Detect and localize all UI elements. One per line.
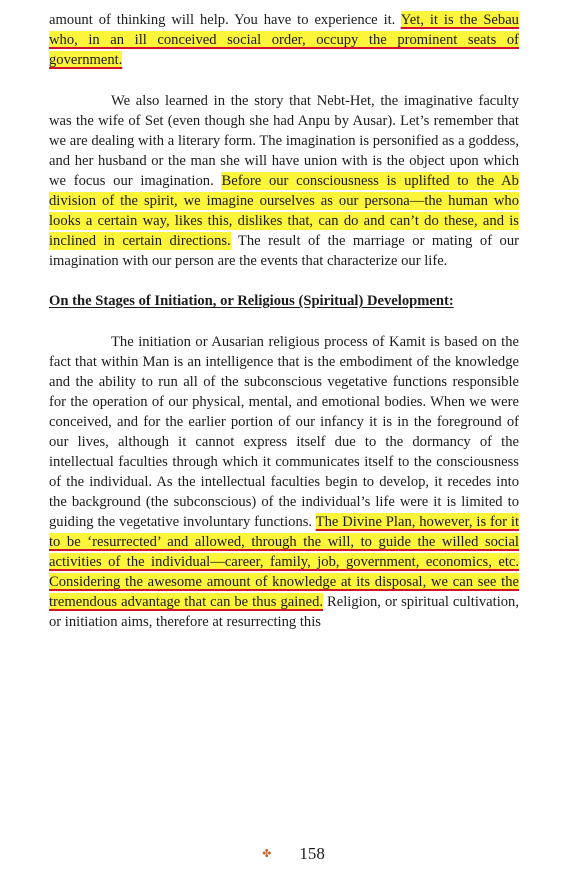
paragraph-initiation	[49, 332, 519, 632]
highlighted-passage: The Divine Plan, however, is for it to be ‘resurrected’ and allowed, through the will, to guide the willed social activities of the individual—career, family, job, government, economics, etc. Considering the awesome amount of knowledge at its disposal, we can see the tremendous advantage that can be thus gained.	[49, 514, 520, 610]
page-number: 158	[299, 844, 325, 863]
paragraph-text: The result of the marriage or mating of our imagination with our person are the events that characterize our life.	[49, 233, 520, 269]
paragraph-nebt-het	[49, 91, 519, 271]
paragraph-text: The initiation or Ausarian religious process of Kamit is based on the fact that within Man is an intelligence that is the embodiment of the knowledge and the ability to run all of the subconscious vegetative functions responsible for the operation of our physical, mental, and emotional bodies. When we were conceived, and for the earlier portion of our infancy it is in the foreground of our lives, although it cannot express itself due to the dormancy of the intellectual faculties through which it communicates itself to the consciousness of the individual. As the intellectual faculties begin to develop, it recedes into the background (the subconscious) of the individual’s life were it is limited to guiding the vegetative involuntary functions.	[49, 334, 519, 530]
paragraph-text: We also learned in the story that Nebt-Het, the imaginative faculty was the wife of Set (even though she had Anpu by Ausar). Let’s remember that we are dealing with a literary form. The imagination is personified as a goddess, and her husband or the man she will have union with is the object upon which we focus our imagination.	[49, 93, 519, 189]
ornament-icon: ✤	[262, 848, 272, 860]
highlighted-passage: Before our consciousness is uplifted to the Ab division of the spirit, we imagine ourselves as our persona—the human who looks a certain way, likes this, dislikes that, can do and can’t do these, and is inclined in certain directions.	[49, 173, 519, 249]
highlighted-passage: Yet, it is the Sebau who, in an ill conceived social order, occupy the prominent seats of government.	[49, 12, 519, 68]
section-heading: On the Stages of Initiation, or Religious (Spiritual) Development:	[49, 293, 454, 309]
page-footer	[0, 844, 587, 864]
paragraph-text: Religion, or spiritual cultivation, or initiation aims, therefore at resurrecting this	[49, 594, 519, 630]
paragraph-continuation	[49, 10, 519, 70]
paragraph-text: amount of thinking will help. You have to experience it.	[49, 12, 401, 28]
